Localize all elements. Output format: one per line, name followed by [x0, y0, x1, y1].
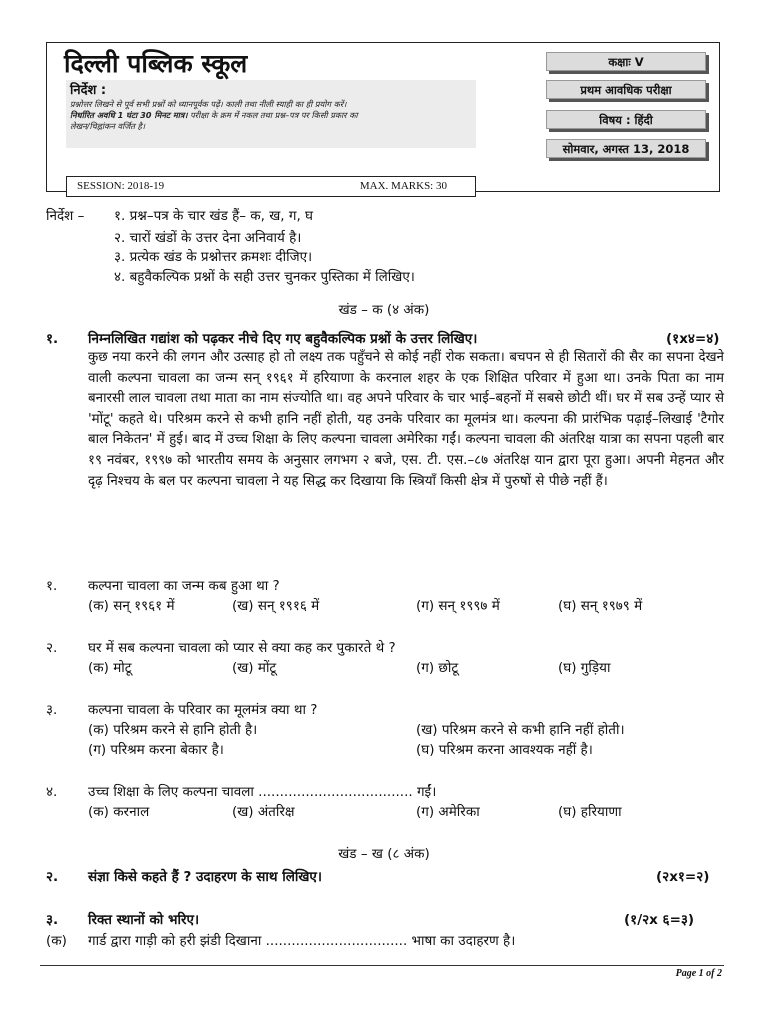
instructions-line-2 [70, 110, 472, 121]
exam-date: सोमवार, अगस्त 13, 2018 [546, 139, 706, 158]
mcq-1-option-a: (क) सन् १९६१ में [88, 598, 175, 614]
mcq-2-number: २. [46, 640, 58, 656]
mcq-4-option-a: (क) करनाल [88, 804, 150, 820]
mcq-3-option-d: (घ) परिश्रम करना आवश्यक नहीं है। [416, 742, 593, 758]
section-a-question-number: १. [46, 331, 59, 347]
section-b-q3a-text: गार्ड द्वारा गाड़ी को हरी झंडी दिखाना ................................. भाषा का उदाहरण है। [88, 933, 516, 949]
mcq-2-option-b: (ख) मोंटू [232, 660, 277, 676]
instructions-duration: निर्धारित अवधि 1 घंटा 30 मिनट मात्र। [70, 110, 188, 120]
session-bar [66, 176, 476, 197]
section-b-q2-text: संज्ञा किसे कहते हैं ? उदाहरण के साथ लिखिए। [88, 869, 322, 885]
page-number: Page 1 of 2 [675, 968, 722, 979]
section-b-q3a-label: (क) [46, 933, 67, 949]
mcq-1-number: १. [46, 578, 58, 594]
class-label: कक्षाः V [546, 52, 706, 71]
footer-divider [40, 965, 724, 966]
section-a-question-marks: (१x४=४) [666, 331, 720, 347]
mcq-4-option-b: (ख) अंतरिक्ष [232, 804, 295, 820]
exam-name: प्रथम आवधिक परीक्षा [546, 80, 706, 99]
mcq-3-text: कल्पना चावला के परिवार का मूलमंत्र क्या था ? [88, 702, 318, 718]
session-text: SESSION: 2018-19 [77, 180, 165, 192]
instructions-line-2-rest: परीक्षा के क्रम में नकल तथा प्रश्न–पत्र पर किसी प्रकार का [187, 110, 358, 120]
section-b-q3-number: ३. [46, 912, 59, 928]
mcq-3-option-b: (ख) परिश्रम करने से कभी हानि नहीं होती। [416, 722, 625, 738]
general-instructions-label: निर्देश – [46, 208, 85, 224]
mcq-1-text: कल्पना चावला का जन्म कब हुआ था ? [88, 578, 280, 594]
passage: कुछ नया करने की लगन और उत्साह हो तो लक्ष्य तक पहुँचने से कोई नहीं रोक सकता। बचपन से ही सितारों की सैर का सपना देखने वाली कल्पना चावला का जन्म सन् १९६१ में हरियाणा के करनाल शहर के एक शिक्षित परिवार में हुआ था। उनके पिता का नाम बनारसी लाल चावला तथा माता का नाम संज्योति था। वह अपने परिवार के चार भाई–बहनों में सबसे छोटी थीं। घर में सब उन्हें प्यार से 'मोंटू' कहते थे। परिश्रम करने से कभी हानि नहीं होती, यह उनके परिवार का मूलमंत्र था। कल्पना की प्रारंभिक पढ़ाई–लिखाई 'टैगोर बाल निकेतन' में हुई। बाद में उच्च शिक्षा के लिए कल्पना चावला अमेरिका गईं। कल्पना चावला की अंतरिक्ष यात्रा का सपना पहली बार १९ नवंबर, १९९७ को भारतीय समय के अनुसार लगभग २ बजे, एस. टी. एस.–८७ अंतरिक्ष यान द्वारा पूरा हुआ। अपनी मेहनत और दृढ़ निश्चय के बल पर कल्पना चावला ने यह सिद्ध कर दिखाया कि स्त्रियाँ किसी क्षेत्र में पुरुषों से पीछे नहीं हैं। [88, 350, 724, 489]
section-a-title: खंड – क (४ अंक) [338, 302, 430, 318]
general-instruction-1: १. प्रश्न–पत्र के चार खंड हैं– क, ख, ग, घ [114, 208, 314, 224]
mcq-2-option-d: (घ) गुड़िया [558, 660, 611, 676]
mcq-4-text: उच्च शिक्षा के लिए कल्पना चावला .................................... गईं। [88, 784, 437, 800]
max-marks-text: MAX. MARKS: 30 [359, 180, 447, 192]
section-b-q3-text: रिक्त स्थानों को भरिए। [88, 912, 200, 928]
section-b-title: खंड – ख (८ अंक) [338, 846, 430, 862]
mcq-1-option-c: (ग) सन् १९९७ में [416, 598, 500, 614]
section-b-q3-marks: (१/२x ६=३) [624, 912, 695, 928]
mcq-2-option-c: (ग) छोटू [416, 660, 459, 676]
instructions-line-1: प्रश्नोत्तर लिखने से पूर्व सभी प्रश्नों को ध्यानपूर्वक पढ़ें। काली तथा नीली स्याही का ही प्रयोग करें। [70, 99, 347, 109]
mcq-1-option-b: (ख) सन् १९१६ में [232, 598, 320, 614]
mcq-2-option-a: (क) मोटू [88, 660, 132, 676]
mcq-4-option-d: (घ) हरियाणा [558, 804, 622, 820]
general-instruction-4: ४. बहुवैकल्पिक प्रश्नों के सही उत्तर चुनकर पुस्तिका में लिखिए। [114, 269, 415, 285]
general-instruction-3: ३. प्रत्येक खंड के प्रश्नोत्तर क्रमशः दीजिए। [114, 249, 313, 265]
general-instruction-2: २. चारों खंडों के उत्तर देना अनिवार्य है। [114, 230, 302, 246]
mcq-3-number: ३. [46, 702, 58, 718]
mcq-3-option-c: (ग) परिश्रम करना बेकार है। [88, 742, 224, 758]
mcq-1-option-d: (घ) सन् १९७९ में [558, 598, 643, 614]
section-a-question-text: निम्नलिखित गद्यांश को पढ़कर नीचे दिए गए बहुवैकल्पिक प्रश्नों के उत्तर लिखिए। [88, 331, 478, 347]
instructions-box [66, 80, 476, 148]
subject-label: विषय : हिंदी [546, 110, 706, 129]
mcq-2-text: घर में सब कल्पना चावला को प्यार से क्या कह कर पुकारते थे ? [88, 640, 396, 656]
school-name: दिल्ली पब्लिक स्कूल [64, 49, 248, 78]
section-b-q2-number: २. [46, 869, 59, 885]
section-b-q2-marks: (२x१=२) [656, 869, 710, 885]
mcq-4-number: ४. [46, 784, 58, 800]
instructions-title: निर्देश : [70, 83, 107, 98]
mcq-4-option-c: (ग) अमेरिका [416, 804, 480, 820]
mcq-3-option-a: (क) परिश्रम करने से हानि होती है। [88, 722, 258, 738]
instructions-line-3: लेखन/चिह्नांकन वर्जित है। [70, 121, 145, 131]
